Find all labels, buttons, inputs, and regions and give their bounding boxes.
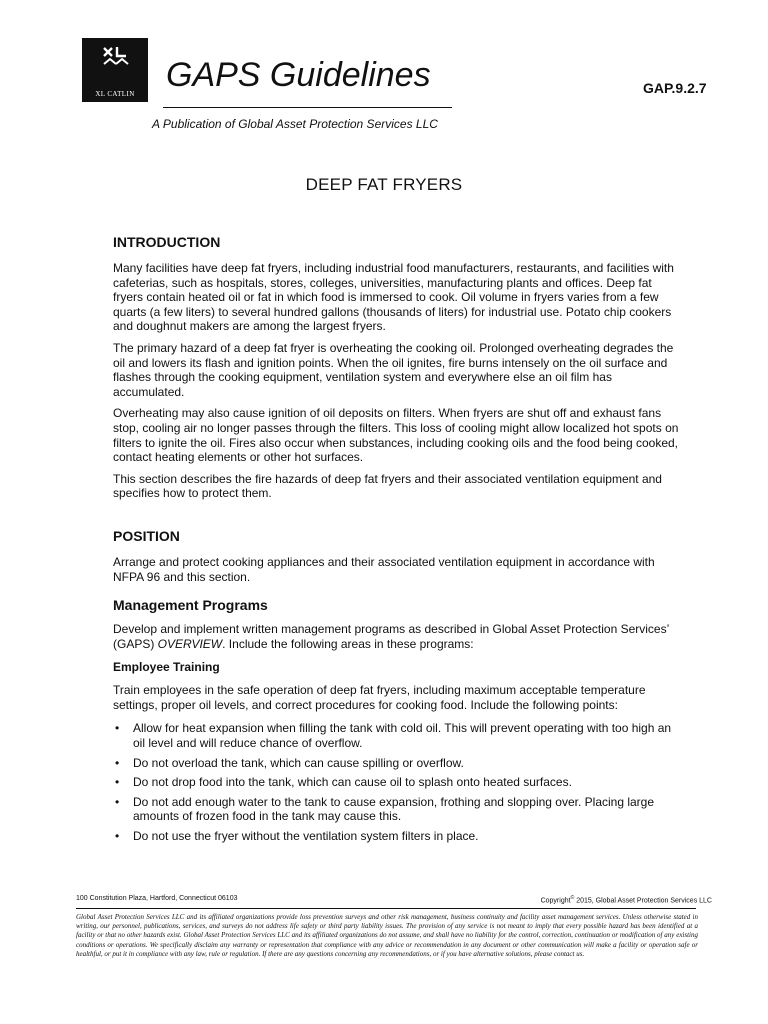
introduction-heading: INTRODUCTION <box>113 234 221 250</box>
employee-training-heading: Employee Training <box>113 660 220 675</box>
list-item: • Do not overload the tank, which can cause spilling or overflow. <box>115 755 464 770</box>
bullet-icon: • <box>115 775 120 790</box>
introduction-paragraph: Many facilities have deep fat fryers, including industrial food manufacturers, restaurants, and facilities with cafeterias, such as hospitals, stores, colleges, universities, manufacturing plants and offices. Deep fat fryers contain heated oil or fat in which food is immersed to cook. Oil volume in fryers varies from a few quarts (a few liters) to several hundred gallons (thousands of liters) for industrial use. Potato chip cookers and doughnut makers are among the largest fryers. <box>113 261 674 334</box>
document-code: GAP.9.2.7 <box>643 80 707 96</box>
list-item: • Allow for heat expansion when filling the tank with cold oil. This will prevent operating with too high an oil level and will reduce chance of overflow. <box>115 721 672 751</box>
bullet-icon: • <box>115 721 120 736</box>
employee-training-paragraph: Train employees in the safe operation of deep fat fryers, including maximum acceptable temperature settings, proper oil levels, and correct procedures for cooking food. Include the following points: <box>113 683 646 712</box>
footer-copyright: Copyright© 2015, Global Asset Protection Services LLC <box>540 895 712 905</box>
position-heading: POSITION <box>113 527 180 544</box>
introduction-paragraph: Overheating may also cause ignition of oil deposits on filters. When fryers are shut off and exhaust fans stop, cooling air no longer passes through the filters. This loss of cooling might allow localized hot spots on filters to ignite the oil. Fires also occur when substances, including cooking oils and the food being cooked, contact heating elements or other hot surfaces. <box>113 406 679 465</box>
document-title: DEEP FAT FRYERS <box>305 175 463 194</box>
introduction-paragraph: The primary hazard of a deep fat fryer is overheating the cooking oil. Prolonged overheating degrades the oil and lowers its flash and ignition points. When the oil ignites, fire burns intensely on the oil surface and flashes through the cooking equipment, ventilation system and everywhere else an oil film has accumulated. <box>113 340 674 399</box>
footer-address: 100 Constitution Plaza, Hartford, Connecticut 06103 <box>76 895 238 902</box>
management-programs-heading: Management Programs <box>113 597 268 614</box>
legal-disclaimer: Global Asset Protection Services LLC and its affiliated organizations provide loss prevention surveys and other risk management, business continuity and facility asset management services. Unless otherwise stated in writing, our personnel, publications, services, and surveys do not address life safety or third party liability issues. The provision of any service is not meant to imply that every possible hazard has been identified at a facility or that no other hazards exist. Global Asset Protection Services LLC and its affiliated organizations do not assume, and shall have no liability for the control, correction, continuation or modification of any existing conditions or operations. We specifically disclaim any warranty or representation that compliance with any advice or recommendation in any document or other communication will make a facility or operation safe or healthful, or put it in compliance with any law, rule or regulation. If there are any questions concerning any recommendations, or if you have alternative solutions, please contact us. <box>76 913 698 958</box>
copyright-icon: © <box>570 895 575 901</box>
logo-text: XL CATLIN <box>95 90 135 98</box>
training-points-list <box>113 721 683 843</box>
position-paragraph: Arrange and protect cooking appliances and their associated ventilation equipment in accordance with NFPA 96 and this section. <box>113 554 655 584</box>
footer-divider <box>76 908 696 909</box>
bullet-icon: • <box>115 755 120 770</box>
document-body <box>113 234 683 849</box>
publication-subtitle: A Publication of Global Asset Protection Services LLC <box>152 117 438 131</box>
management-programs-paragraph: Develop and implement written management programs as described in Global Asset Protection Services’ (GAPS) OVERVIEW. Include the following areas in these programs: <box>113 622 669 651</box>
bullet-icon: • <box>115 829 120 844</box>
xl-catlin-logo <box>82 38 148 102</box>
bullet-icon: • <box>115 794 120 809</box>
introduction-paragraph: This section describes the fire hazards of deep fat fryers and their associated ventilation equipment and specifies how to protect them. <box>113 471 662 501</box>
list-item: • Do not drop food into the tank, which can cause oil to splash onto heated surfaces. <box>115 775 572 790</box>
brand-title: GAPS Guidelines <box>166 56 431 94</box>
header-divider <box>163 107 452 108</box>
xl-logo-mark <box>82 42 148 72</box>
list-item: • Do not add enough water to the tank to cause expansion, frothing and slopping over. Placing large amounts of frozen food in the tank may cause this. <box>115 794 655 824</box>
overview-reference: OVERVIEW <box>157 636 223 651</box>
list-item: • Do not use the fryer without the ventilation system filters in place. <box>115 829 479 844</box>
